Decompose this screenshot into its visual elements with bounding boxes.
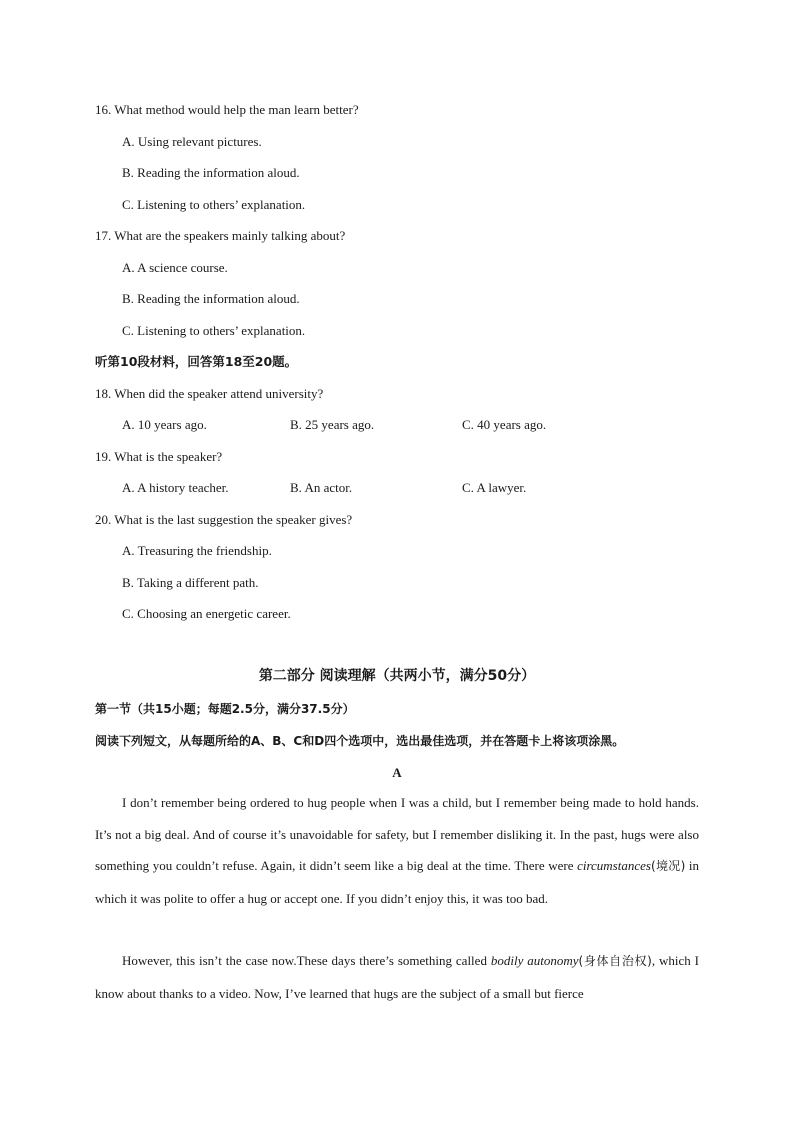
question-19-stem: 19. What is the speaker? (95, 449, 223, 464)
question-18-option-b: B. 25 years ago. (290, 417, 375, 432)
reading-directions: 阅读下列短文，从每题所给的A、B、C和D四个选项中，选出最佳选项，并在答题卡上将该项涂黑。 (95, 734, 625, 748)
question-16-option-a: A. Using relevant pictures. (122, 134, 262, 149)
paragraph-1-gloss: (境况) (650, 859, 686, 873)
question-16-option-b: B. Reading the information aloud. (122, 165, 300, 180)
paragraph-2-text-a: However, this isn’t the case now.These days there’s something called (122, 953, 491, 968)
paragraph-1-text-a: I don’t remember being ordered to hug people when I was a child, but I remember being made to hold hands. It’s not a big deal. And of course it’s unavoidable for safety, but I remember disliking it. In the past, hugs were also something you couldn’t refuse. Again, it didn’t seem like a big deal at the time. There were (95, 795, 699, 873)
paragraph-2-text-b: , which I know about thanks to a video. Now, I’ve learned that hugs are the subject of a small but fierce (95, 953, 699, 1001)
paragraph-2-gloss: (身体自治权) (578, 954, 652, 968)
paragraph-1-term: circumstances (577, 858, 651, 873)
question-17-option-a: A. A science course. (122, 260, 228, 275)
question-20-stem: 20. What is the last suggestion the speaker gives? (95, 512, 353, 527)
question-17-option-c: C. Listening to others’ explanation. (122, 323, 306, 338)
section-one-title: 第一节（共15小题；每题2.5分，满分37.5分） (95, 702, 355, 716)
question-19-option-c: C. A lawyer. (462, 480, 527, 495)
passage-paragraph-2 (95, 945, 699, 1009)
question-20-option-c: C. Choosing an energetic career. (122, 606, 291, 621)
part-two-title: 第二部分 阅读理解（共两小节，满分50分） (258, 668, 536, 684)
question-16-option-c: C. Listening to others’ explanation. (122, 197, 306, 212)
question-18-option-a: A. 10 years ago. (122, 417, 207, 432)
question-19-option-a: A. A history teacher. (122, 480, 229, 495)
question-17-stem: 17. What are the speakers mainly talking about? (95, 228, 346, 243)
passage-paragraph-1 (95, 787, 699, 914)
paragraph-2-term: bodily autonomy (490, 953, 579, 968)
question-19-option-b: B. An actor. (290, 480, 353, 495)
question-18-option-c: C. 40 years ago. (462, 417, 547, 432)
question-16-stem: 16. What method would help the man learn better? (95, 102, 359, 117)
listening-instruction: 听第10段材料，回答第18至20题。 (95, 354, 298, 369)
question-18-stem: 18. When did the speaker attend university? (95, 386, 324, 401)
paragraph-1-text-b: in which it was polite to offer a hug or accept one. If you didn’t enjoy this, it was too bad. (95, 858, 699, 906)
passage-label: A (392, 765, 402, 780)
question-20-option-a: A. Treasuring the friendship. (122, 543, 272, 558)
question-20-option-b: B. Taking a different path. (122, 575, 259, 590)
question-17-option-b: B. Reading the information aloud. (122, 291, 300, 306)
